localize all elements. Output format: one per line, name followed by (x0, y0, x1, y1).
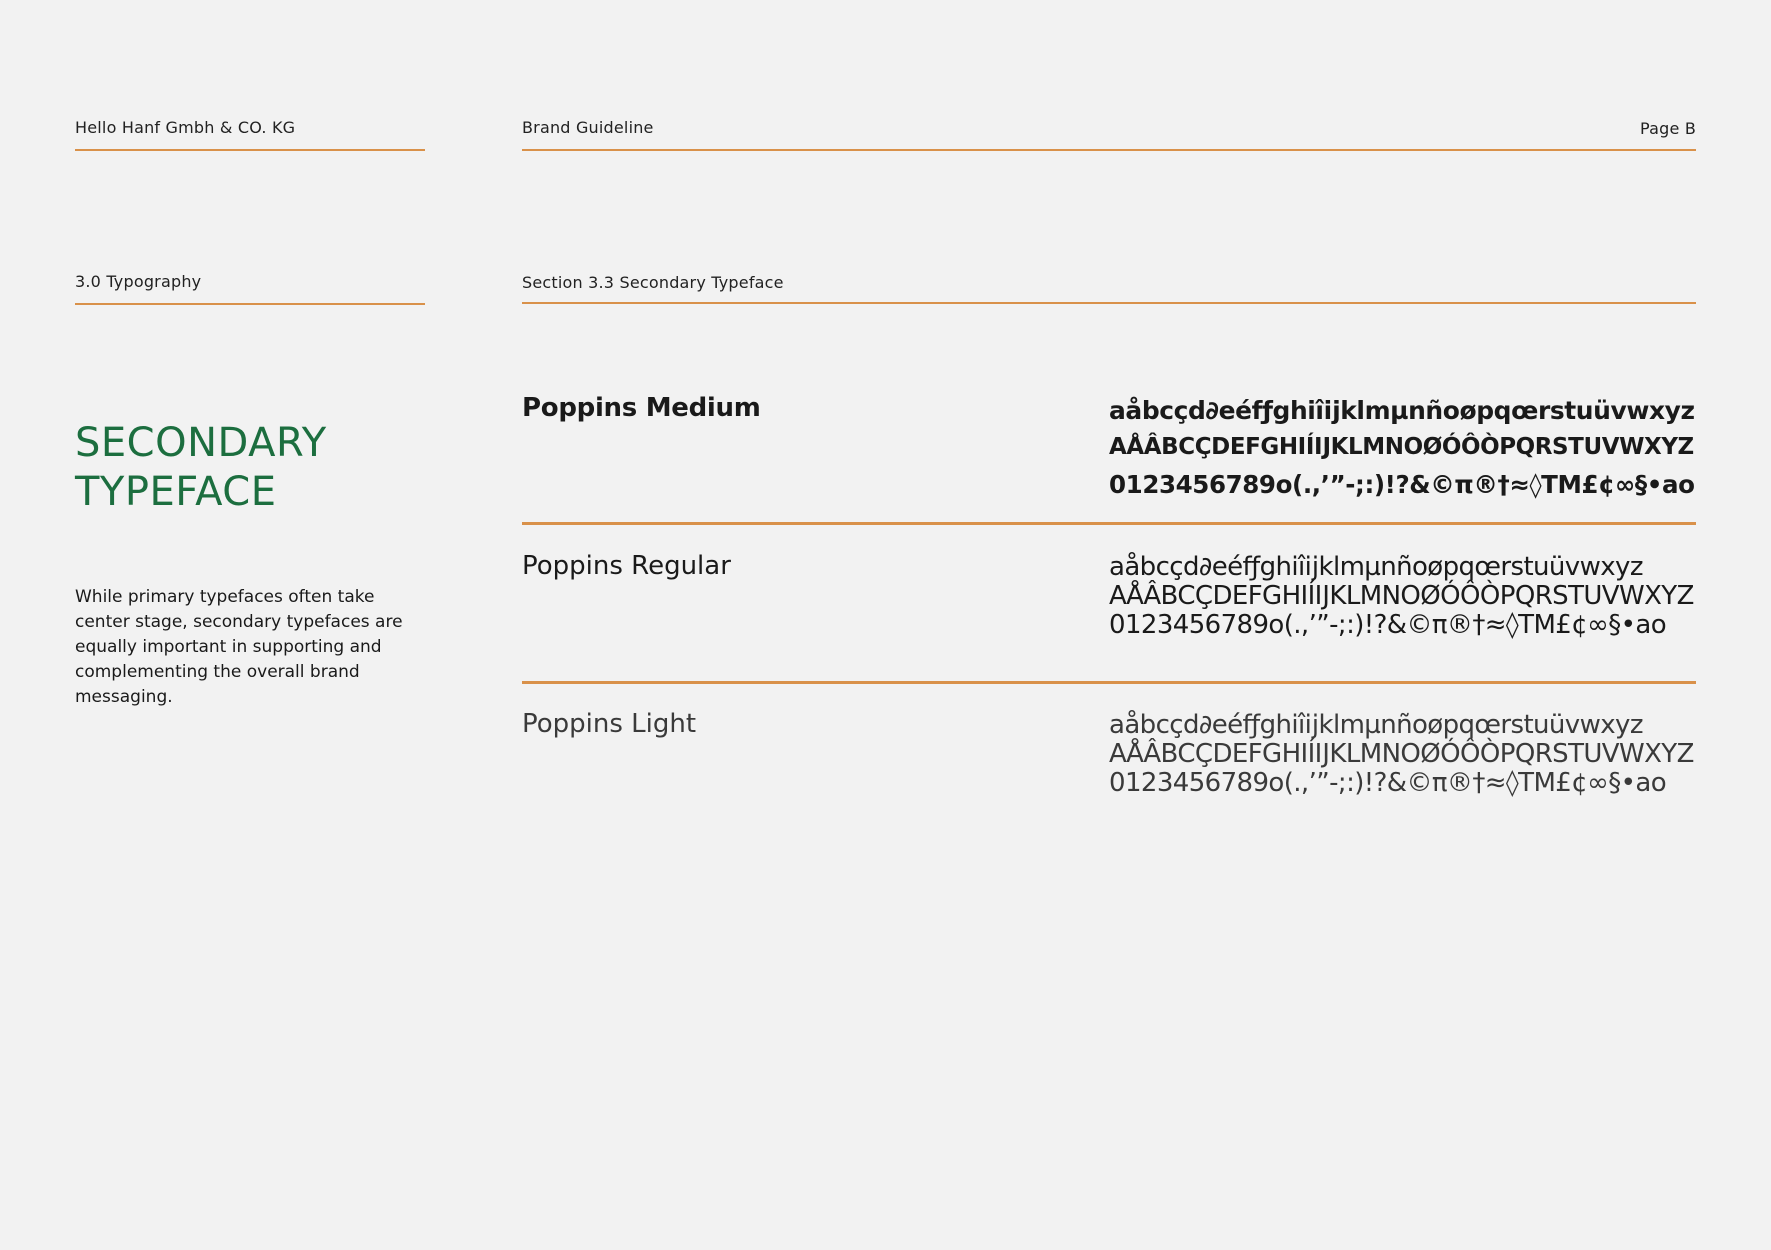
typeface-divider (522, 681, 1696, 684)
glyphs-numerals: 0123456789o(.,’”-;:)!?&©π®†≈◊TM£¢∞§•ao (1109, 470, 1695, 499)
header-left-rule (75, 149, 425, 151)
page-title (75, 419, 327, 517)
glyph-set-light (1109, 711, 1694, 798)
chapter-rule (75, 303, 425, 305)
glyphs-numerals: 0123456789o(.,’”-;:)!?&©π®†≈◊TM£¢∞§•ao (1109, 768, 1666, 798)
document-title: Brand Guideline (522, 118, 654, 137)
glyphs-uppercase: AÅÂBCÇDEFGHIÍĲKLMNOØÓÔÒPQRSTUVWXYZ (1109, 739, 1694, 769)
company-name: Hello Hanf Gmbh & CO. KG (75, 118, 296, 137)
chapter-label: 3.0 Typography (75, 272, 202, 291)
glyphs-uppercase: AÅÂBCÇDEFGHIÍĲKLMNOØÓÔÒPQRSTUVWXYZ (1109, 581, 1694, 611)
page-title-line1: SECONDARY (75, 420, 327, 466)
typeface-name-medium: Poppins Medium (522, 393, 761, 423)
typeface-divider (522, 522, 1696, 525)
glyphs-lowercase: aåbcçd∂eéfƒghiîĳklmµnñoøpqœrstuüvwxyz (1109, 552, 1643, 582)
subsection-rule (522, 302, 1696, 304)
glyph-set-regular (1109, 553, 1694, 640)
glyphs-uppercase: AÅÂBCÇDEFGHIÍĲKLMNOØÓÔÒPQRSTUVWXYZ (1109, 434, 1694, 460)
typeface-name-light: Poppins Light (522, 709, 697, 739)
header-right-rule (522, 149, 1696, 151)
page-number: Page B (1640, 119, 1696, 138)
glyphs-lowercase: aåbcçd∂eéfƒghiîĳklmµnñoøpqœrstuüvwxyz (1109, 396, 1695, 425)
subsection-label: Section 3.3 Secondary Typeface (522, 273, 784, 292)
glyph-set-medium (1109, 392, 1695, 503)
page-title-line2: TYPEFACE (75, 469, 277, 515)
glyphs-numerals: 0123456789o(.,’”-;:)!?&©π®†≈◊TM£¢∞§•ao (1109, 610, 1666, 640)
intro-description: While primary typefaces often take center stage, secondary typefaces are equally important in supporting and complementing the overall brand messaging. (75, 587, 403, 707)
glyphs-lowercase: aåbcçd∂eéfƒghiîĳklmµnñoøpqœrstuüvwxyz (1109, 710, 1643, 740)
typeface-name-regular: Poppins Regular (522, 551, 731, 581)
